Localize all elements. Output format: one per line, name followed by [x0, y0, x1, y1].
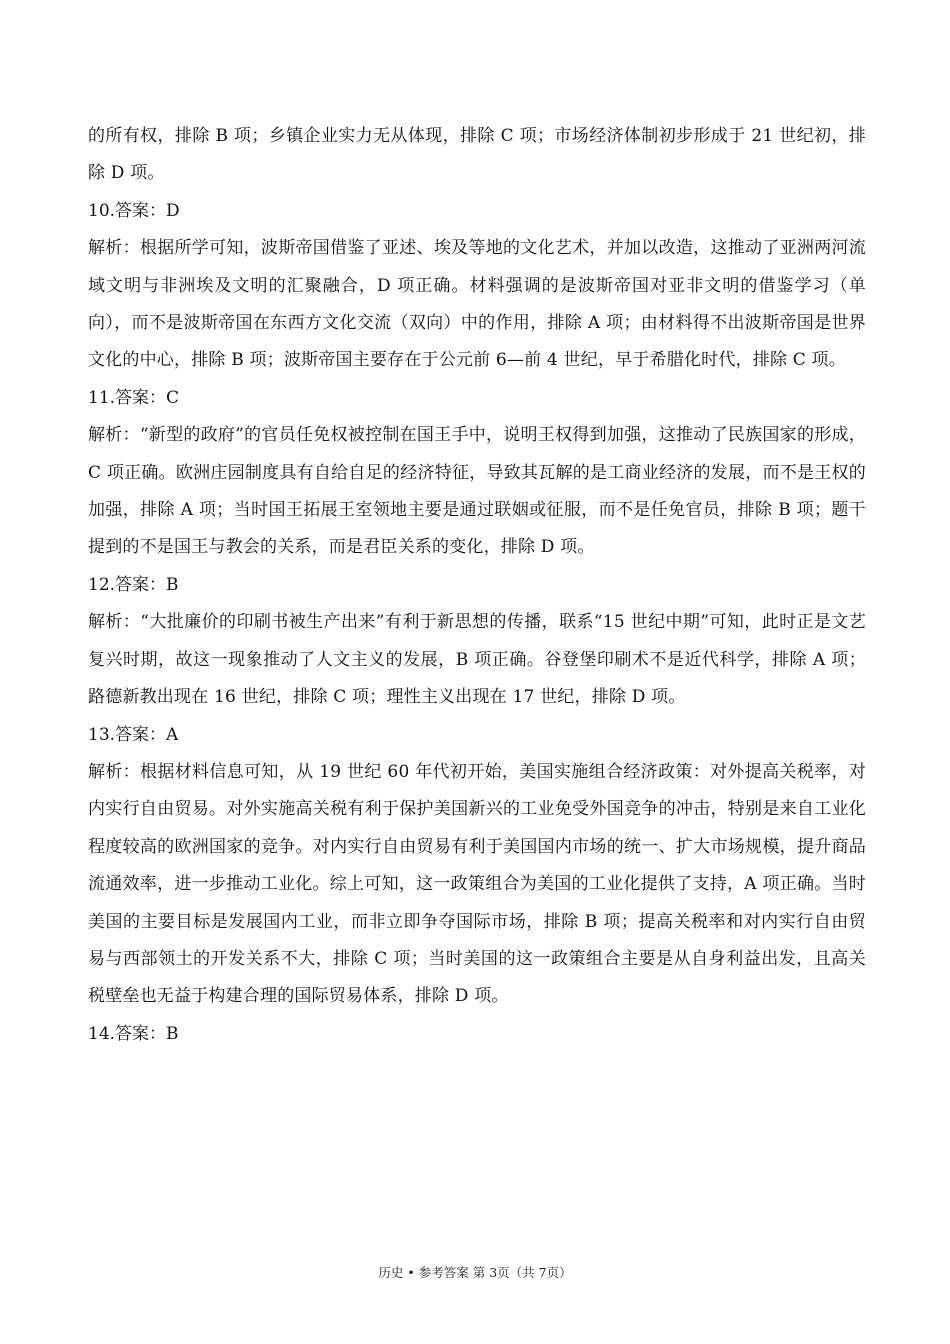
answer-key-content	[88, 118, 866, 1053]
intro-paragraph: 的所有权，排除 B 项；乡镇企业实力无从体现，排除 C 项；市场经济体制初步形成于 21 世纪初，排除 D 项。	[88, 126, 866, 184]
page-footer: 历史 • 参考答案 第 3页（共 7页）	[378, 1265, 572, 1280]
analysis-paragraph-q10: 解析：根据所学可知，波斯帝国借鉴了亚述、埃及等地的文化艺术，并加以改造，这推动了亚洲两河流域文明与非洲埃及文明的汇聚融合，D 项正确。材料强调的是波斯帝国对亚非文明的借鉴学习（单向），而不是波斯帝国在东西方文化交流（双向）中的作用，排除 A 项；由材料得不出波斯帝国是世界文化的中心，排除 B 项；波斯帝国主要存在于公元前 6—前 4 世纪，早于希腊化时代，排除 C 项。	[88, 238, 866, 371]
answer-line-q12: 12.答案：B	[88, 574, 179, 595]
answer-line-q10: 10.答案：D	[88, 200, 180, 221]
answer-line-q13: 13.答案：A	[88, 724, 179, 745]
answer-line-q14: 14.答案：B	[88, 1023, 179, 1044]
analysis-paragraph-q11: 解析：“新型的政府”的官员任免权被控制在国王手中，说明王权得到加强，这推动了民族国家的形成，C 项正确。欧洲庄园制度具有自给自足的经济特征，导致其瓦解的是工商业经济的发展，而不是王权的加强，排除 A 项；当时国王拓展王室领地主要是通过联姻或征服，而不是任免官员，排除 B 项；题干提到的不是国王与教会的关系，而是君臣关系的变化，排除 D 项。	[88, 425, 866, 558]
analysis-paragraph-q12: 解析：“大批廉价的印刷书被生产出来”有利于新思想的传播，联系“15 世纪中期”可知，此时正是文艺复兴时期，故这一现象推动了人文主义的发展，B 项正确。谷登堡印刷术不是近代科学，排除 A 项；路德新教出现在 16 世纪，排除 C 项；理性主义出现在 17 世纪，排除 D 项。	[88, 612, 866, 708]
answer-line-q11: 11.答案：C	[88, 387, 180, 408]
analysis-paragraph-q13: 解析：根据材料信息可知，从 19 世纪 60 年代初开始，美国实施组合经济政策：对外提高关税率，对内实行自由贸易。对外实施高关税有利于保护美国新兴的工业免受外国竞争的冲击，特别是来自工业化程度较高的欧洲国家的竞争。对内实行自由贸易有利于美国国内市场的统一、扩大市场规模，提升商品流通效率，进一步推动工业化。综上可知，这一政策组合为美国的工业化提供了支持，A 项正确。当时美国的主要目标是发展国内工业，而非立即争夺国际市场，排除 B 项；提高关税率和对内实行自由贸易与西部领土的开发关系不大，排除 C 项；当时美国的这一政策组合主要是从自身利益出发，且高关税壁垒也无益于构建合理的国际贸易体系，排除 D 项。	[88, 761, 866, 1007]
